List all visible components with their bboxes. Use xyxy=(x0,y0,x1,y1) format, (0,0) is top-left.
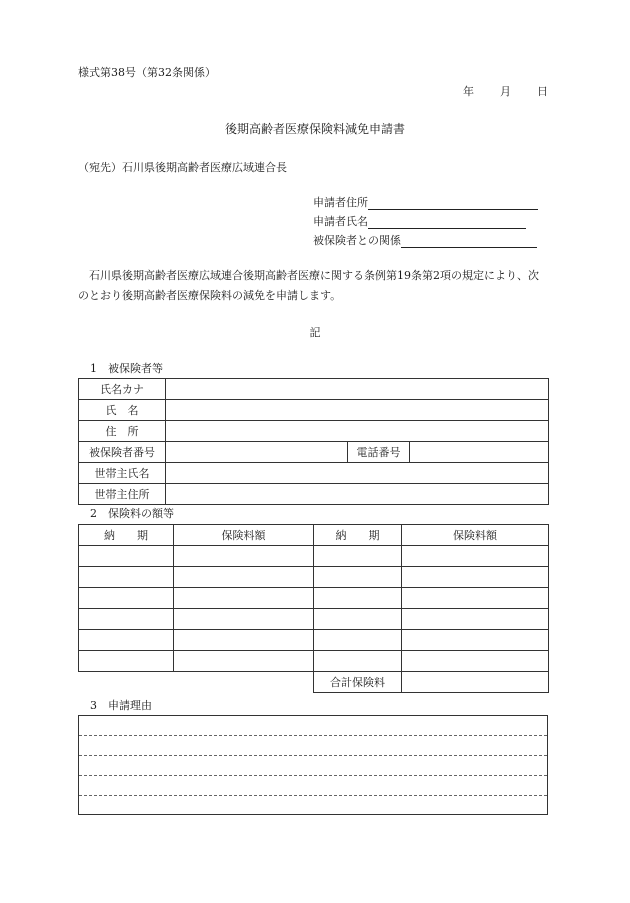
period-cell[interactable] xyxy=(314,609,402,630)
total-amount-field[interactable] xyxy=(402,672,549,693)
amount-cell[interactable] xyxy=(402,546,549,567)
applicant-name-field[interactable] xyxy=(313,215,526,229)
phone-label: 電話番号 xyxy=(348,442,410,463)
amount-cell[interactable] xyxy=(402,651,549,672)
date-month-label: 月 xyxy=(500,85,511,98)
applicant-address-label: 申請者住所 xyxy=(313,196,368,209)
amount-header-left: 保険料額 xyxy=(174,525,314,546)
reason-line xyxy=(79,796,547,816)
reason-line xyxy=(79,736,547,756)
reason-line xyxy=(79,776,547,796)
address-field[interactable] xyxy=(166,421,549,442)
amount-cell[interactable] xyxy=(402,588,549,609)
insured-number-label: 被保険者番号 xyxy=(79,442,166,463)
amount-cell[interactable] xyxy=(174,630,314,651)
total-spacer xyxy=(79,672,314,693)
period-cell[interactable] xyxy=(79,567,174,588)
period-cell[interactable] xyxy=(79,546,174,567)
applicant-address-line xyxy=(368,197,538,210)
page-title: 後期高齢者医療保険料減免申請書 xyxy=(224,122,405,136)
ki-label: 記 xyxy=(309,326,321,339)
premium-table xyxy=(78,524,549,693)
section3-heading: 3 申請理由 xyxy=(90,699,152,712)
row-householder-name xyxy=(79,463,549,484)
row-householder-address xyxy=(79,484,549,505)
section2-heading: 2 保険料の額等 xyxy=(90,507,174,520)
applicant-relation-field[interactable] xyxy=(313,234,537,248)
insured-number-field[interactable] xyxy=(166,442,348,463)
reason-box[interactable] xyxy=(78,715,548,815)
body-text: 石川県後期高齢者医療広域連合後期高齢者医療に関する条例第19条第2項の規定により、次のとおり後期高齢者医療保険料の減免を申請します。 xyxy=(78,269,539,302)
applicant-name-label: 申請者氏名 xyxy=(313,215,368,228)
name-kana-field[interactable] xyxy=(166,379,549,400)
period-cell[interactable] xyxy=(79,609,174,630)
table-row xyxy=(79,630,549,651)
amount-cell[interactable] xyxy=(402,630,549,651)
period-cell[interactable] xyxy=(79,651,174,672)
insured-table xyxy=(78,378,549,505)
table-row xyxy=(79,567,549,588)
amount-cell[interactable] xyxy=(402,567,549,588)
householder-name-field[interactable] xyxy=(166,463,549,484)
amount-cell[interactable] xyxy=(174,651,314,672)
period-cell[interactable] xyxy=(79,588,174,609)
reason-line xyxy=(79,716,547,736)
applicant-address-field[interactable] xyxy=(313,196,538,210)
householder-name-label: 世帯主氏名 xyxy=(79,463,166,484)
applicant-relation-label: 被保険者との関係 xyxy=(313,234,401,247)
form-number: 様式第38号（第32条関係） xyxy=(78,66,216,79)
row-insured-number xyxy=(79,442,549,463)
row-address xyxy=(79,421,549,442)
date-year-label: 年 xyxy=(463,85,474,98)
period-cell[interactable] xyxy=(314,588,402,609)
period-cell[interactable] xyxy=(314,630,402,651)
phone-field[interactable] xyxy=(410,442,549,463)
total-label: 合計保険料 xyxy=(314,672,402,693)
period-header-left: 納 期 xyxy=(79,525,174,546)
period-header-right: 納 期 xyxy=(314,525,402,546)
name-field[interactable] xyxy=(166,400,549,421)
date-day-label: 日 xyxy=(537,85,548,98)
row-name xyxy=(79,400,549,421)
addressee: （宛先）石川県後期高齢者医療広域連合長 xyxy=(78,161,287,174)
table-row xyxy=(79,588,549,609)
name-kana-label: 氏名カナ xyxy=(79,379,166,400)
householder-address-field[interactable] xyxy=(166,484,549,505)
period-cell[interactable] xyxy=(314,651,402,672)
period-cell[interactable] xyxy=(79,630,174,651)
address-label: 住 所 xyxy=(79,421,166,442)
amount-header-right: 保険料額 xyxy=(402,525,549,546)
amount-cell[interactable] xyxy=(402,609,549,630)
amount-cell[interactable] xyxy=(174,609,314,630)
period-cell[interactable] xyxy=(314,546,402,567)
applicant-name-line xyxy=(368,216,526,229)
amount-cell[interactable] xyxy=(174,567,314,588)
period-cell[interactable] xyxy=(314,567,402,588)
amount-cell[interactable] xyxy=(174,588,314,609)
premium-header-row xyxy=(79,525,549,546)
table-row xyxy=(79,651,549,672)
row-name-kana xyxy=(79,379,549,400)
total-row xyxy=(79,672,549,693)
table-row xyxy=(79,546,549,567)
table-row xyxy=(79,609,549,630)
name-label: 氏 名 xyxy=(79,400,166,421)
householder-address-label: 世帯主住所 xyxy=(79,484,166,505)
applicant-relation-line xyxy=(401,235,537,248)
amount-cell[interactable] xyxy=(174,546,314,567)
reason-line xyxy=(79,756,547,776)
section1-heading: 1 被保険者等 xyxy=(90,362,163,375)
